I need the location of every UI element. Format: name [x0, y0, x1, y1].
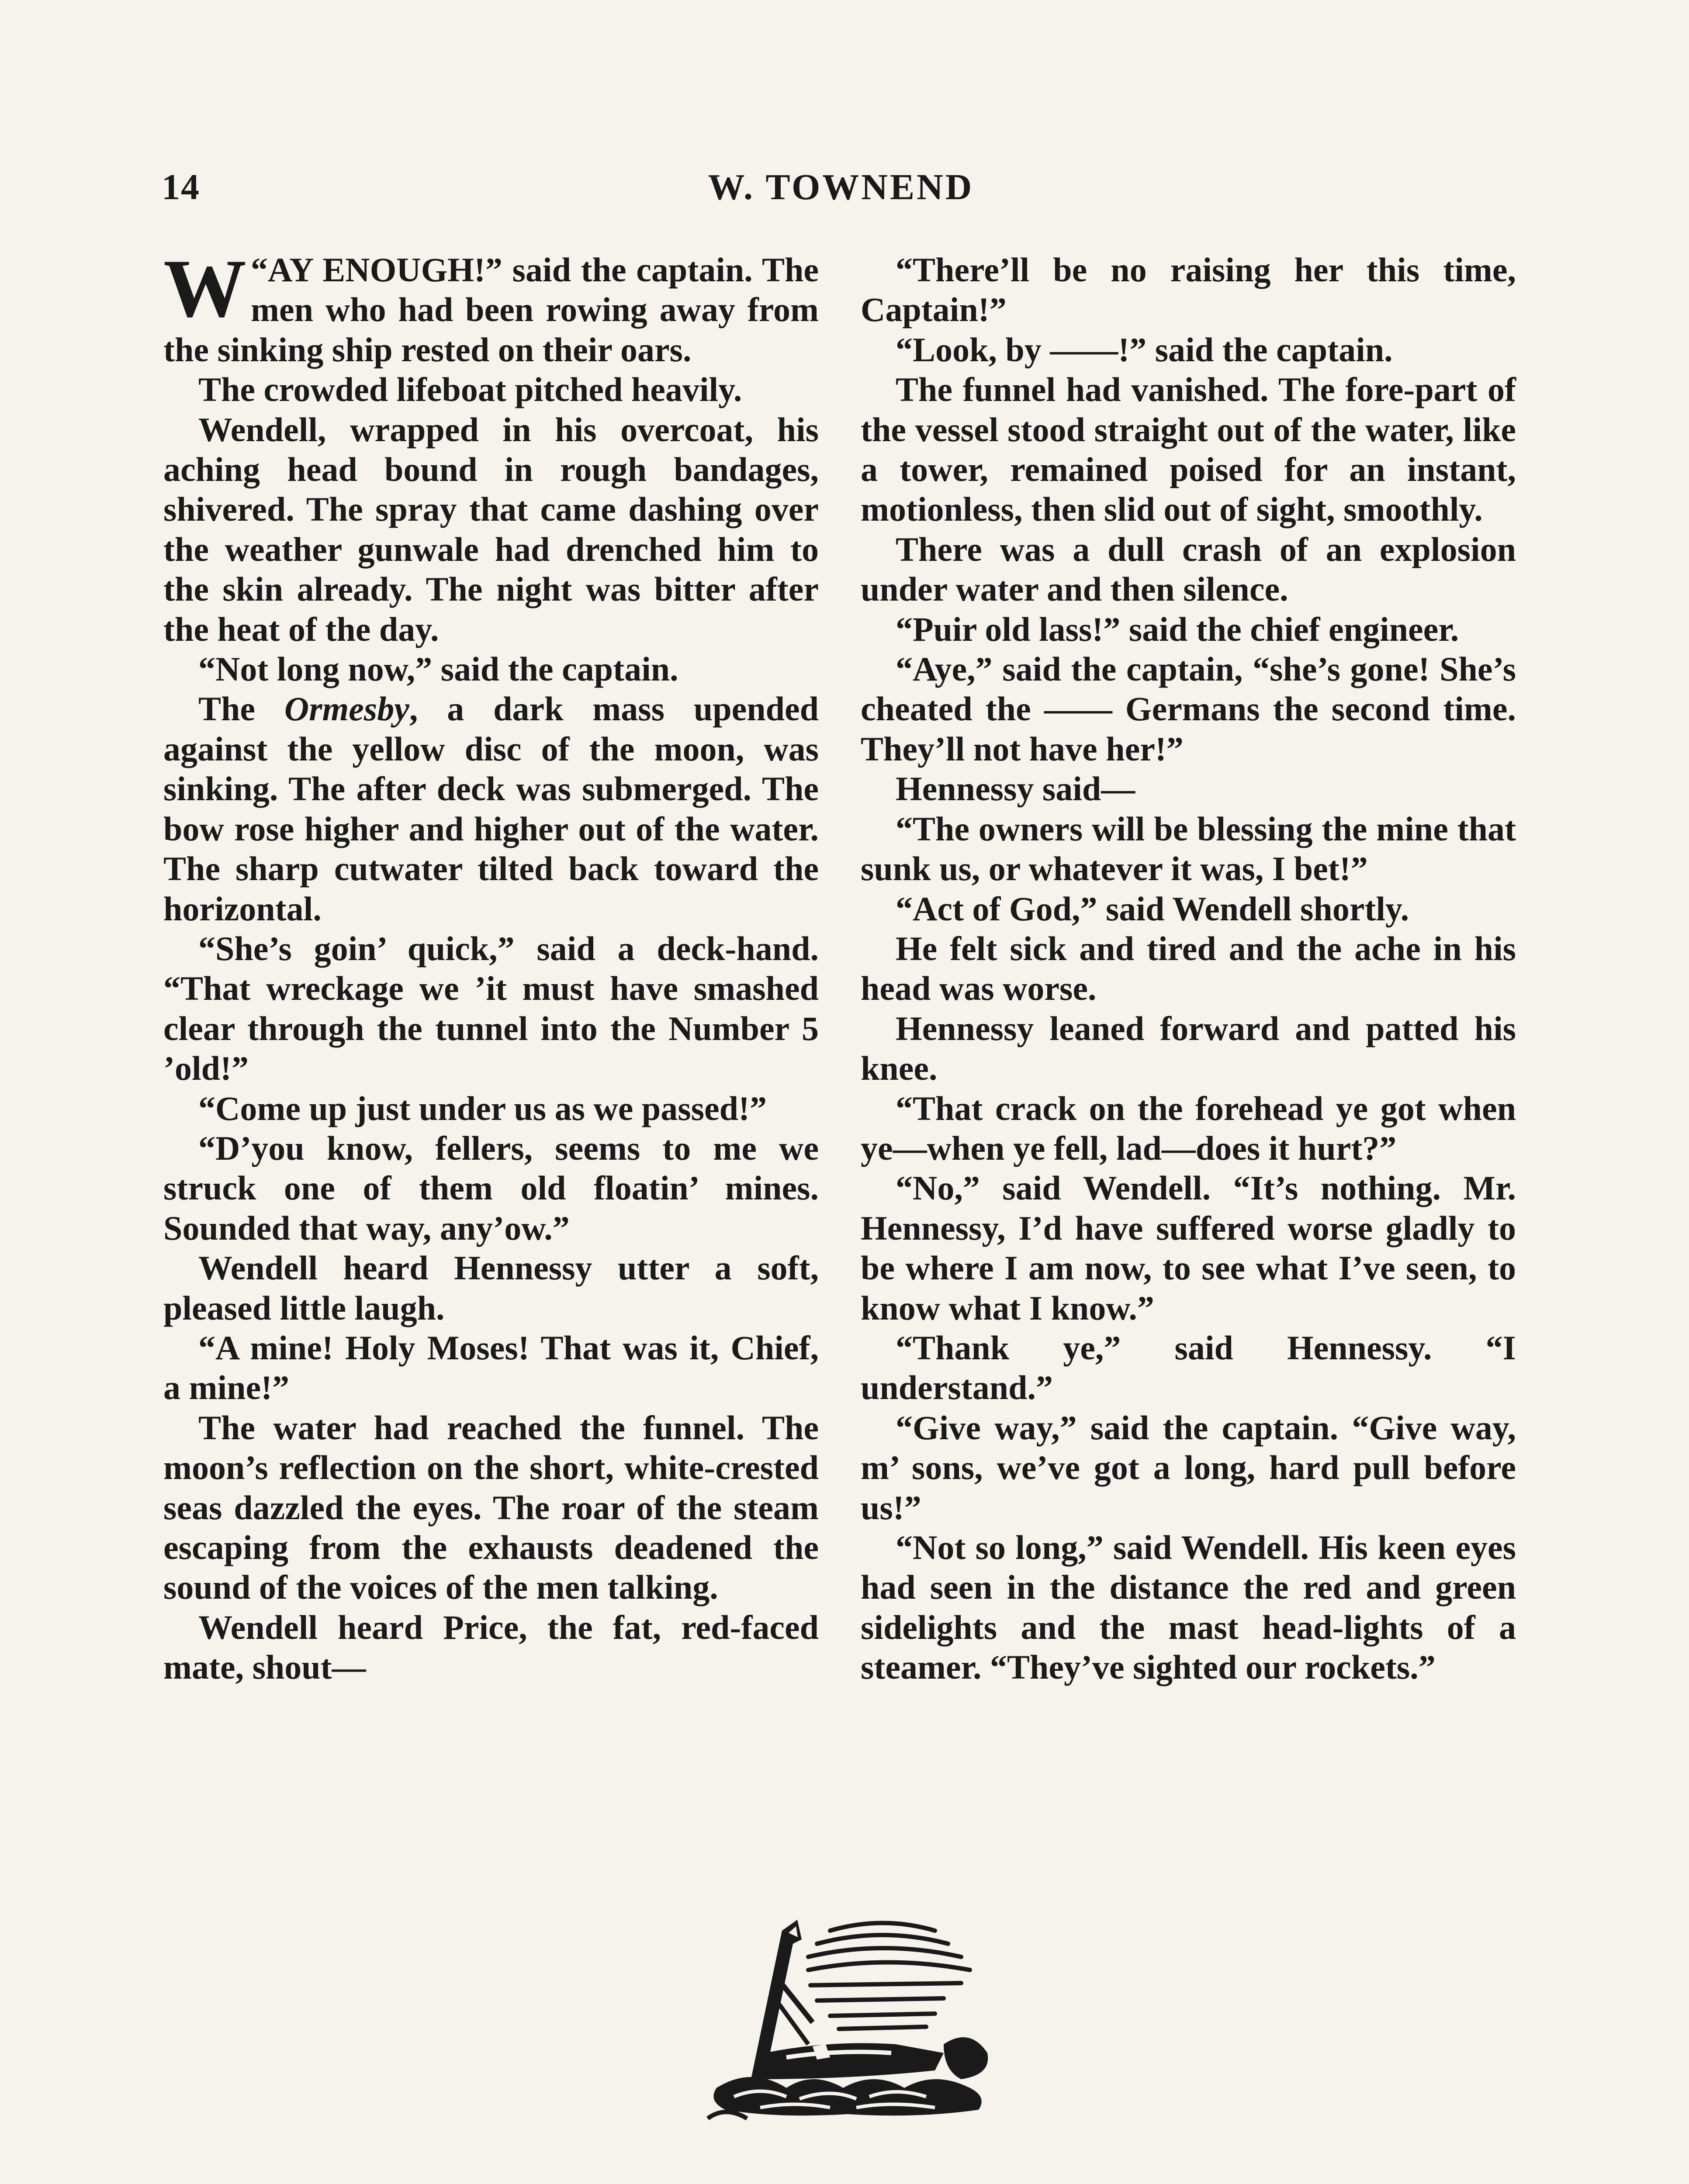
paragraph: “Puir old lass!” said the chief engineer.	[896, 610, 1459, 648]
paragraph: “The owners will be blessing the mine that sunk us, or whatever it was, I bet!”	[861, 809, 1516, 888]
paragraph	[163, 689, 819, 928]
running-head: W. TOWNEND	[708, 167, 974, 207]
paragraph: “D’you know, fellers, seems to me we struck one of them old floatin’ mines. Sounded that way, any’ow.”	[163, 1129, 819, 1247]
paragraph: “Give way,” said the captain. “Give way, m’ sons, we’ve got a long, hard pull before us!”	[861, 1408, 1516, 1527]
paragraph: There was a dull crash of an explosion under water and then silence.	[861, 530, 1516, 608]
ship-name: Ormesby	[284, 690, 409, 728]
paragraph: The water had reached the funnel. The moon’s reflection on the short, white-crested seas dazzled the eyes. The roar of the steam escaping from the exhausts deadened the sound of the voices of the men talking.	[163, 1408, 819, 1607]
paragraph: He felt sick and tired and the ache in his head was worse.	[861, 929, 1516, 1008]
opening-text: AY ENOUGH!” said the captain. The men who had been rowing away from the sinking ship rested on their oars.	[163, 251, 819, 369]
page-header	[162, 166, 1520, 214]
paragraph: “That crack on the forehead ye got when ye—when ye fell, lad—does it hurt?”	[861, 1089, 1516, 1167]
paragraph: “Come up just under us as we passed!”	[198, 1089, 767, 1127]
paragraph: Hennessy leaned forward and patted his knee.	[861, 1009, 1516, 1088]
paragraph: Wendell, wrapped in his overcoat, his aching head bound in rough bandages, shivered. The spray that came dashing over the weather gunwale had drenched him to the skin already. The night was bitter after the heat of the day.	[163, 410, 819, 648]
drop-cap: W	[163, 243, 246, 335]
open-quote: “	[251, 251, 268, 289]
paragraph: “A mine! Holy Moses! That was it, Chief, a mine!”	[163, 1328, 819, 1407]
opening-paragraph	[163, 243, 819, 370]
right-column	[861, 250, 1516, 1687]
text-run: , a dark mass upended against the yellow disc of the moon, was sinking. The after deck was submerged. The bow rose higher and higher out of the water. The sharp cutwater tilted back toward the horizontal.	[163, 690, 819, 928]
paragraph: “Not so long,” said Wendell. His keen eyes had seen in the distance the red and green sidelights and the mast head-lights of a steamer. “They’ve sighted our rockets.”	[861, 1528, 1516, 1686]
page-number: 14	[162, 167, 200, 207]
paragraph: Hennessy said—	[896, 770, 1135, 808]
paragraph: “Not long now,” said the captain.	[198, 650, 678, 688]
paragraph: “No,” said Wendell. “It’s nothing. Mr. Hennessy, I’d have suffered worse gladly to be where I am now, to see what I’ve seen, to know what I know.”	[861, 1169, 1516, 1327]
paragraph: Wendell heard Price, the fat, red-faced mate, shout—	[163, 1608, 819, 1686]
left-column	[163, 243, 819, 1687]
sinking-ship-vignette-icon	[699, 1913, 1000, 2127]
paragraph: The funnel had vanished. The fore-part of the vessel stood straight out of the water, like a tower, remained poised for an instant, motionless, then slid out of sight, smoothly.	[861, 370, 1516, 529]
paragraph: “There’ll be no raising her this time, Captain!”	[861, 251, 1516, 329]
text-run: The	[198, 690, 284, 728]
paragraph: “Aye,” said the captain, “she’s gone! She’s cheated the —— Germans the second time. They’ll not have her!”	[861, 650, 1516, 768]
paragraph: The crowded lifeboat pitched heavily.	[198, 370, 742, 409]
paragraph: Wendell heard Hennessy utter a soft, pleased little laugh.	[163, 1249, 819, 1327]
paragraph: “Thank ye,” said Hennessy. “I understand.”	[861, 1328, 1516, 1407]
paragraph: “Act of God,” said Wendell shortly.	[896, 889, 1409, 928]
paragraph: “She’s goin’ quick,” said a deck-hand. “That wreckage we ’it must have smashed clear through the tunnel into the Number 5 ’old!”	[163, 929, 819, 1088]
paragraph: “Look, by ——!” said the captain.	[896, 330, 1393, 369]
